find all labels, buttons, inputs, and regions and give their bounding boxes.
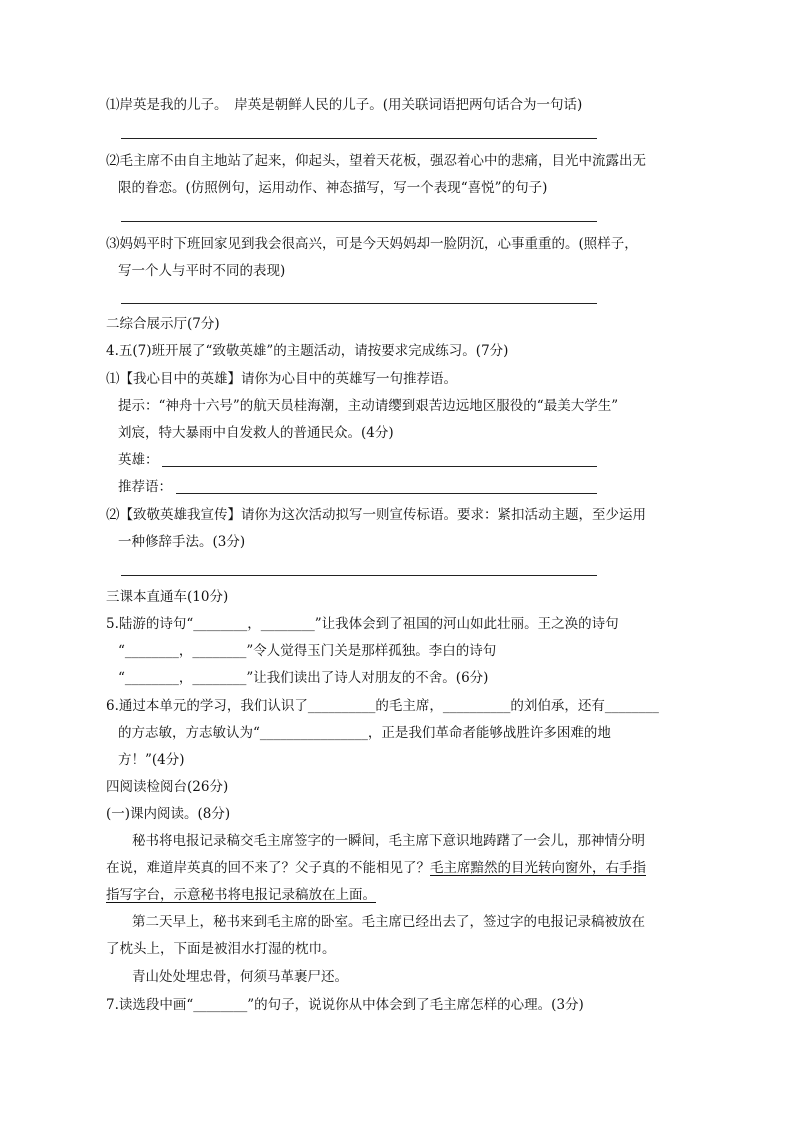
- q6-line3: 方！”(4分): [118, 752, 185, 768]
- passage-para1-line1: 秘书将电报记录稿交毛主席签字的一瞬间，毛主席下意识地踌躇了一会儿，那神情分明: [132, 833, 645, 849]
- q3-sub3-line1: ⑶妈妈平时下班回家见到我会很高兴，可是今天妈妈却一脸阴沉，心事重重的。(照样子，: [106, 236, 638, 252]
- question-7: 7.读选段中画“________”的句子，说说你从中体会到了毛主席怎样的心理。(3分): [106, 997, 584, 1013]
- q4-part2-line1: ⑵【致敬英雄我宣传】请你为这次活动拟写一则宣传标语。要求：紧扣活动主题，至少运用: [106, 507, 646, 523]
- passage-para2-line1: 第二天早上，秘书来到毛主席的卧室。毛主席已经出去了，签过字的电报记录稿被放在: [132, 914, 645, 930]
- answer-line: [121, 138, 597, 139]
- q3-sub1: ⑴岸英是我的儿子。 岸英是朝鲜人民的儿子。(用关联词语把两句话合为一句话): [106, 97, 583, 113]
- q4-part2-line2: 一种修辞手法。(3分): [118, 534, 246, 550]
- passage-para1-line2: [106, 859, 646, 877]
- q6-line1: 6.通过本单元的学习，我们认识了__________的毛主席，__________的刘伯承，还有________: [106, 698, 659, 714]
- recommendation-answer-line: [176, 493, 597, 494]
- q4-hint-line1: 提示：“神舟十六号”的航天员桂海潮，主动请缨到艰苦边远地区服役的“最美大学生”: [118, 398, 619, 414]
- question-4: 4.五(7)班开展了“致敬英雄”的主题活动，请按要求完成练习。(7分): [106, 343, 509, 359]
- q3-sub2-line1: ⑵毛主席不由自主地站了起来，仰起头，望着天花板，强忍着心中的悲痛，目光中流露出无: [106, 153, 646, 169]
- section-4-title: 四阅读检阅台(26分): [106, 779, 229, 795]
- passage-para1-line3: 指写字台，示意秘书将电报记录稿放在上面。: [106, 887, 376, 903]
- hero-label: 英雄：: [118, 452, 159, 468]
- q4-hint-line2: 刘宸，特大暴雨中自发救人的普通民众。(4分): [118, 425, 394, 441]
- section-2-title: 二综合展示厅(7分): [106, 316, 220, 332]
- q3-sub3-line2: 写一个人与平时不同的表现): [118, 263, 286, 279]
- passage-poem-line: 青山处处埋忠骨，何须马革裹尸还。: [132, 969, 348, 985]
- q5-line2: “________，________”令人觉得玉门关是那样孤独。李白的诗句: [118, 643, 497, 659]
- passage-para2-line2: 了枕头上，下面是被泪水打湿的枕巾。: [106, 941, 336, 957]
- reading-subsection-1: (一)课内阅读。(8分): [106, 806, 231, 822]
- underlined-sentence: 毛主席黯然的目光转向窗外，右手指: [430, 860, 646, 876]
- q3-sub2-line2: 限的眷恋。(仿照例句，运用动作、神态描写，写一个表现“喜悦”的句子): [118, 180, 548, 196]
- q4-part1: ⑴【我心目中的英雄】请你为心目中的英雄写一句推荐语。: [106, 371, 457, 387]
- q5-line3: “________，________”让我们读出了诗人对朋友的不舍。(6分): [118, 670, 489, 686]
- answer-line: [121, 575, 597, 576]
- passage-text: 在说，难道岸英真的回不来了？父子真的不能相见了？: [106, 860, 430, 876]
- answer-line: [121, 221, 597, 222]
- answer-line: [121, 303, 597, 304]
- q6-line2: 的方志敏，方志敏认为“________________，正是我们革命者能够战胜许多困难的地: [118, 725, 611, 741]
- q5-line1: 5.陆游的诗句“________，________”让我体会到了祖国的河山如此壮丽。王之涣的诗句: [106, 616, 619, 632]
- section-3-title: 三课本直通车(10分): [106, 589, 229, 605]
- hero-answer-line: [162, 466, 597, 467]
- recommendation-label: 推荐语：: [118, 479, 172, 495]
